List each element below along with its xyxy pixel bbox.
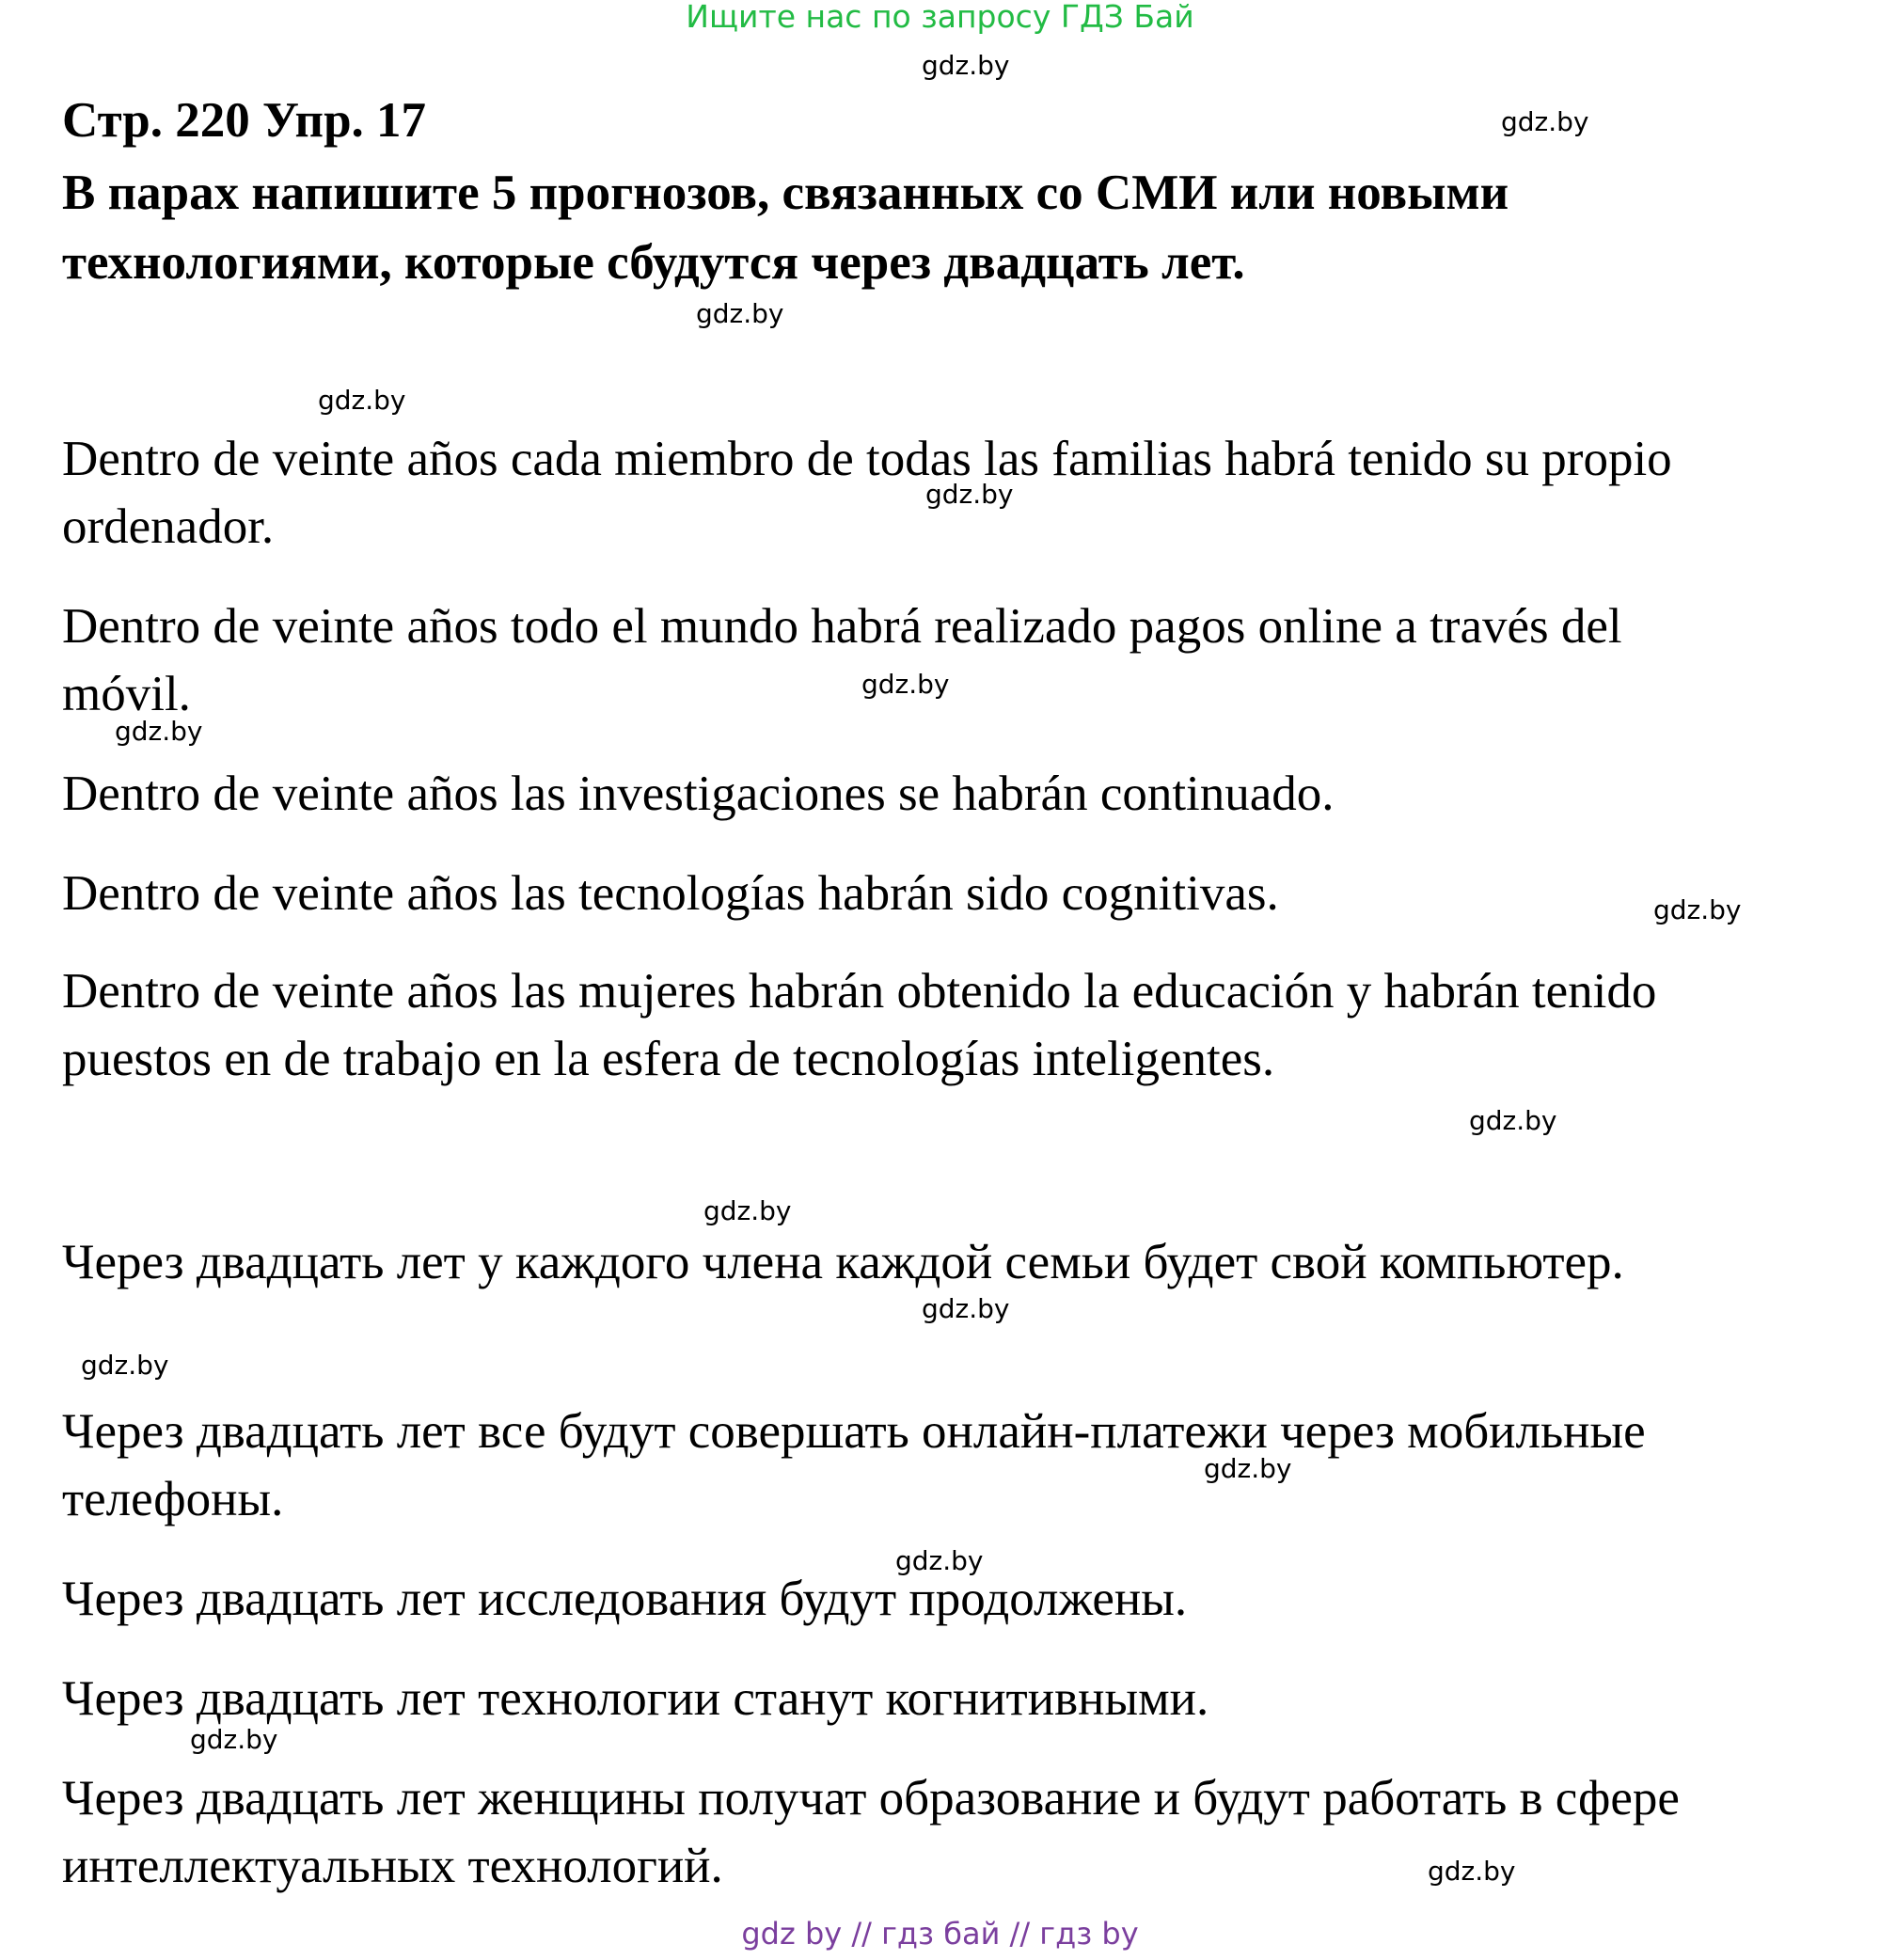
russian-sentence: Через двадцать лет исследования будут продолжены. xyxy=(62,1572,1188,1626)
watermark: gdz.by xyxy=(922,50,1010,81)
watermark: gdz.by xyxy=(922,1293,1010,1324)
spanish-sentence: Dentro de veinte años las tecnologías habrán sido cognitivas. xyxy=(62,866,1279,921)
watermark: gdz.by xyxy=(190,1724,278,1755)
page-title: Стр. 220 Упр. 17 xyxy=(62,93,427,148)
russian-sentence: Через двадцать лет все будут совершать онлайн-платежи через мобильные телефоны. xyxy=(62,1404,1646,1526)
watermark: gdz.by xyxy=(1501,106,1589,137)
watermark: gdz.by xyxy=(925,479,1014,510)
russian-sentence: Через двадцать лет у каждого члена каждой семьи будет свой компьютер. xyxy=(62,1235,1624,1289)
watermark: gdz.by xyxy=(895,1545,984,1576)
spanish-sentence: Dentro de veinte años las mujeres habrán obtenido la educación y habrán tenido puestos en de trabajo en la esfera de tecnologías inteligentes. xyxy=(62,964,1657,1086)
watermark: gdz.by xyxy=(81,1350,169,1381)
footer-links: gdz by // гдз бай // гдз by xyxy=(741,1916,1139,1952)
task-text: В парах напишите 5 прогнозов, связанных со СМИ или новыми технологиями, которые сбудутся через двадцать лет. xyxy=(62,166,1509,290)
watermark: gdz.by xyxy=(1469,1105,1557,1136)
spanish-sentence: Dentro de veinte años cada miembro de todas las familias habrá tenido su propio ordenador. xyxy=(62,432,1672,554)
watermark: gdz.by xyxy=(115,716,203,747)
russian-sentence: Через двадцать лет технологии станут когнитивными. xyxy=(62,1671,1209,1726)
watermark: gdz.by xyxy=(861,669,950,700)
spanish-sentence: Dentro de veinte años las investigaciones se habrán continuado. xyxy=(62,767,1335,821)
russian-sentence: Через двадцать лет женщины получат образование и будут работать в сфере интеллектуальных технологий. xyxy=(62,1771,1680,1893)
watermark: gdz.by xyxy=(1653,894,1742,925)
watermark: gdz.by xyxy=(1204,1453,1292,1484)
watermark: gdz.by xyxy=(696,298,784,329)
watermark: gdz.by xyxy=(1428,1856,1516,1887)
search-banner: Ищите нас по запросу ГДЗ Бай xyxy=(686,0,1194,35)
watermark: gdz.by xyxy=(703,1195,792,1226)
spanish-sentence: Dentro de veinte años todo el mundo habrá realizado pagos online a través del móvil. xyxy=(62,599,1622,721)
watermark: gdz.by xyxy=(318,385,406,416)
